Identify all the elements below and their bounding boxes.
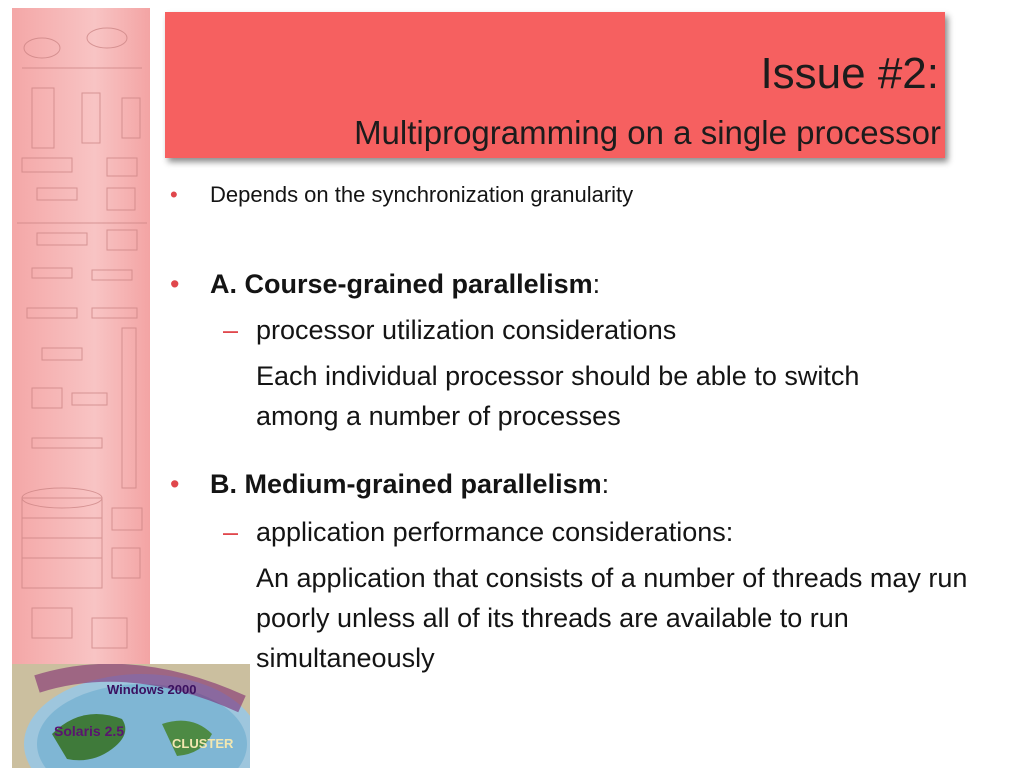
bullet-icon: • bbox=[170, 469, 180, 499]
detail-paragraph bbox=[168, 558, 1008, 678]
heading-colon: : bbox=[592, 269, 601, 299]
slide-title: Issue #2: bbox=[760, 49, 939, 98]
sub-item bbox=[168, 512, 1008, 552]
bullet-icon: • bbox=[170, 269, 180, 299]
slide-subtitle: Multiprogramming on a single processor bbox=[354, 114, 941, 151]
bullet-icon: • bbox=[170, 182, 178, 207]
detail-text: An application that consists of a number of threads may run poorly unless all of its threads are available to run simultaneously bbox=[256, 563, 968, 673]
dash-icon: – bbox=[223, 517, 239, 547]
logo-text: CLUSTER bbox=[172, 736, 234, 751]
list-item bbox=[168, 464, 1008, 504]
sub-item bbox=[168, 310, 1008, 350]
list-item bbox=[168, 264, 1008, 304]
detail-text: Each individual processor should be able to switch among a number of processes bbox=[256, 361, 860, 431]
slide-body bbox=[168, 180, 1008, 678]
system-diagram-graphic bbox=[12, 8, 150, 668]
section-heading: B. Medium-grained parallelism bbox=[210, 469, 602, 499]
heading-colon: : bbox=[601, 469, 610, 499]
logo-text: Windows 2000 bbox=[107, 682, 197, 697]
detail-paragraph bbox=[168, 356, 1008, 436]
side-decoration-strip bbox=[12, 8, 150, 668]
sub-item-label: application performance considerations: bbox=[256, 517, 734, 547]
dash-icon: – bbox=[223, 315, 239, 345]
sub-item-label: processor utilization considerations bbox=[256, 315, 677, 345]
logo-text: Solaris 2.5 bbox=[54, 723, 125, 739]
section-heading: A. Course-grained parallelism bbox=[210, 269, 593, 299]
cluster-logo bbox=[12, 664, 250, 768]
bullet-text: Depends on the synchronization granularity bbox=[210, 182, 634, 207]
list-item bbox=[168, 180, 1008, 210]
globe-logo-graphic bbox=[12, 664, 250, 768]
title-banner bbox=[165, 12, 945, 158]
